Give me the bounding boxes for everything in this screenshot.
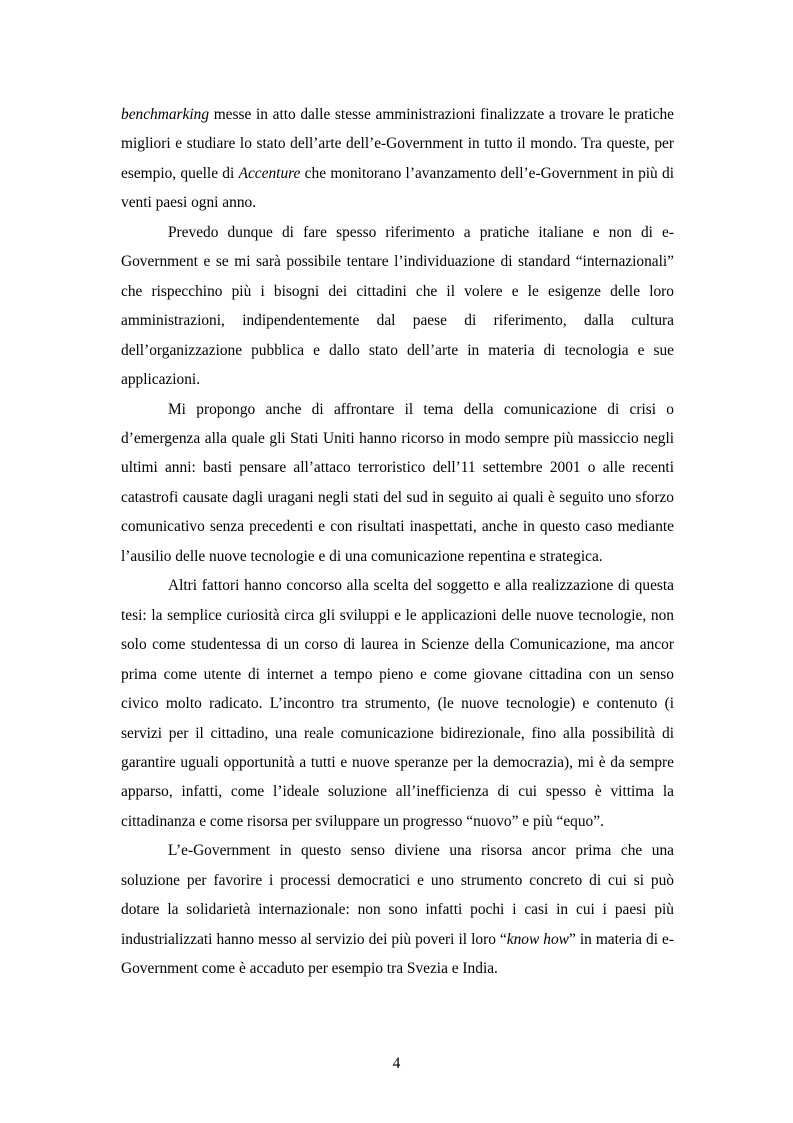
paragraph-1-segment-1: benchmarking	[121, 106, 210, 123]
paragraph-1-segment-3: Accenture	[238, 164, 301, 182]
paragraph-4-segment-1: Altri fattori hanno concorso alla scelta del soggetto e alla realizzazione di questa tesi: la semplice curiosità circa gli sviluppi e le applicazioni delle nuove tecnologie, non solo come studentessa di un corso di laurea in Scienze della Comunicazione, ma ancor prima come utente di internet a tempo pieno e come giovane cittadina con un senso civico molto radicato. L’incontro tra strumento, (le nuove tecnologie) e contenuto (i servizi per il cittadino, una reale comunicazione bidirezionale, fino alla possibilità di garantire uguali opportunità a tutti e nuove speranze per la democrazia), mi è da sempre apparso, infatti, come l’ideale soluzione all’inefficienza di cui spesso è vittima la cittadinanza e come risorsa per sviluppare un progresso “nuovo” e più “equo”.	[121, 577, 674, 830]
paragraph-1-segment-2: messe in atto dalle stesse amministrazioni finalizzate a trovare le pratiche migliori e studiare lo stato dell’arte dell’e-Government in tutto il mondo. Tra queste, per esempio, quelle di	[121, 106, 674, 182]
paragraph-2-segment-1: Prevedo dunque di fare spesso riferimento a pratiche italiane e non di e-Government e se mi sarà possibile tentare l’individuazione di standard “internazionali” che rispecchino più i bisogni dei cittadini che il volere e le esigenze delle loro amministrazioni, indipendentemente dal paese di riferimento, dalla cultura dell’organizzazione pubblica e dallo stato dell’arte in materia di tecnologia e sue applicazioni.	[121, 223, 674, 389]
paragraph-5-segment-1: L’e-Government in questo senso diviene una risorsa ancor prima che una soluzione per favorire i processi democratici e uno strumento concreto di cui si può dotare la solidarietà internazionale: non sono infatti pochi i casi in cui i paesi più industrializzati hanno messo al servizio dei più poveri il loro “	[121, 842, 674, 948]
paragraph-1	[121, 100, 674, 218]
paragraph-3-segment-1: Mi propongo anche di affrontare il tema della comunicazione di crisi o d’emergenza alla quale gli Stati Uniti hanno ricorso in modo sempre più massiccio negli ultimi anni: basti pensare all’attaco terroristico dell’11 settembre 2001 o alle recenti catastrofi causate dagli uragani negli stati del sud in seguito ai quali è seguito uno sforzo comunicativo senza precedenti e con risultati inaspettati, anche in questo caso mediante l’ausilio delle nuove tecnologie e di una comunicazione repentina e strategica.	[121, 400, 674, 565]
paragraph-5-segment-2: know how	[506, 930, 569, 948]
paragraph-1-segment-4: che monitorano l’avanzamento dell’e-Government in più di venti paesi ogni anno.	[121, 164, 674, 212]
paragraph-4	[121, 571, 674, 836]
paragraph-3	[121, 395, 674, 572]
page-number: 4	[392, 1055, 401, 1072]
paragraph-2	[121, 218, 674, 395]
body-text	[121, 100, 674, 984]
paragraph-5	[121, 836, 674, 983]
paragraph-5-segment-3: ” in materia di e-Government come è accaduto per esempio tra Svezia e India.	[121, 930, 674, 978]
